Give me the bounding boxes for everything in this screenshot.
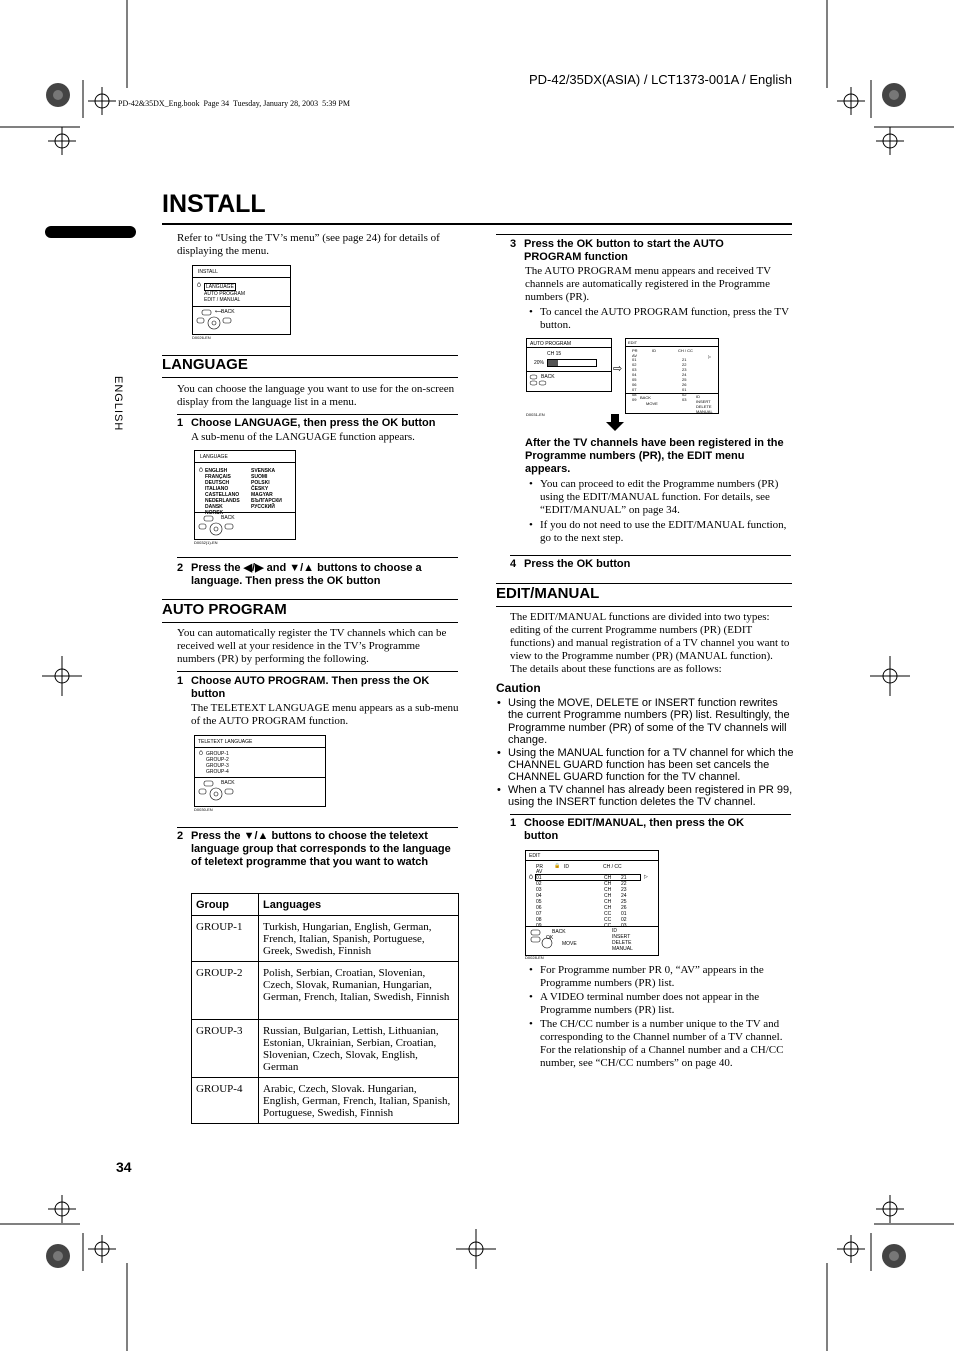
table-row	[192, 962, 459, 1020]
edit-pr-item: 05	[536, 899, 542, 905]
edit-small-av: AV	[632, 353, 638, 358]
install-item: EDIT / MANUAL	[204, 297, 241, 303]
edit-option: ID	[696, 394, 700, 399]
edit-screen-id: ID	[564, 864, 569, 870]
bullet-item: • The CH/CC number is a number unique to the TV and corresponding to the Channel number of a TV channel. For the relationship of a Channel number and a CH/CC number, see “CH/CC numbers” on page 40.	[526, 1018, 790, 1070]
edit-type-item: CC	[604, 923, 612, 929]
bullet-item: • A VIDEO terminal number does not appear in the Programme numbers (PR) list.	[526, 991, 790, 1017]
edit-pr-item: 01	[632, 357, 637, 362]
edit-ch-item: 21	[621, 875, 627, 881]
teletext-group-option: GROUP-2	[206, 757, 229, 763]
teletext-language-table	[191, 893, 459, 1124]
edit-ch-item: 25	[682, 377, 687, 382]
auto-program-heading: AUTO PROGRAM	[162, 601, 287, 618]
auto-program-step-2: 2 Press the ▼/▲ buttons to choose the teletext language group that corresponds to the language of teletext programme that you want to watch	[177, 830, 451, 868]
auto-program-step-4: 4 Press the OK button	[510, 558, 631, 570]
edit-ch-item: 26	[682, 382, 687, 387]
language-list-left	[205, 468, 240, 516]
edit-manual-bullets	[526, 964, 790, 1070]
language-option: SUOMI	[251, 474, 268, 480]
language-screen-caption: D0032(1)-EN	[194, 540, 218, 545]
edit-ch-item: 22	[682, 362, 687, 367]
edit-type-item: CC	[604, 911, 612, 917]
table-cell-group: GROUP-4	[192, 1078, 259, 1124]
edit-type-column	[604, 875, 611, 929]
auto-screen-percent: 20%	[534, 360, 545, 366]
edit-ch-item: 02	[682, 392, 687, 397]
teletext-screen-caption: D0030-EN	[194, 807, 213, 812]
language-menu-screen: LANGUAGE Ô ENGLISH FRANÇAIS DEUTSCH ITALIANO CASTELLANO NEDERLANDS DANSK NORSK SVENSKA SUOMI POLSKI ČESKY MAGYAR БЪЛГАРСКИ РУССКИЙ BACK	[194, 450, 296, 540]
arrow-right-icon: ⇨	[613, 363, 623, 375]
edit-ch-item: 21	[682, 357, 687, 362]
edit-options	[612, 928, 633, 952]
edit-type-item: CH	[604, 875, 612, 881]
edit-pr-item: 04	[632, 372, 637, 377]
teletext-group-option: GROUP-1	[206, 751, 229, 757]
back-label: BACK	[221, 780, 235, 786]
after-register-title: After the TV channels have been registered in the Programme numbers (PR), the EDIT menu appears.	[525, 437, 784, 475]
edit-pr-item: 08	[632, 392, 637, 397]
table-row	[192, 1020, 459, 1078]
edit-screen-pr: PR	[536, 864, 543, 870]
move-label: MOVE	[646, 401, 658, 406]
page-number: 34	[116, 1159, 132, 1175]
edit-option: MANUAL	[696, 409, 713, 414]
language-option: DEUTSCH	[205, 480, 230, 486]
back-label: BACK	[221, 309, 235, 315]
language-option: БЪЛГАРСКИ	[251, 498, 282, 504]
language-option: ENGLISH	[205, 468, 228, 474]
language-option: DANSK	[205, 504, 223, 510]
auto-program-step-3-bullets	[526, 306, 790, 332]
edit-ch-item: 24	[682, 372, 687, 377]
edit-ch-item: 23	[682, 367, 687, 372]
table-row	[192, 1078, 459, 1124]
edit-screen: EDIT PR 🔒 ID CH / CC AV Ô 01 02 03 04 05 06 07 08 09 CH CH CH CH CH CH CC CC CC 21 22 23 24 25 26 01 02 03 ▷ BACK OK MOVE ID INSERT DELETE MANUAL	[525, 850, 659, 956]
edit-type-item: CC	[604, 917, 612, 923]
edit-type-item: CH	[604, 887, 612, 893]
back-label: BACK	[541, 374, 555, 380]
table-cell-languages: Turkish, Hungarian, English, German, French, Italian, Spanish, Portuguese, Greek, Swedish, Finnish	[259, 916, 459, 962]
title-rule	[162, 223, 792, 225]
edit-small-options	[696, 394, 713, 414]
install-screen-title: INSTALL	[198, 269, 218, 275]
auto-screen-ch: CH 15	[547, 351, 562, 357]
edit-pr-item: 03	[632, 367, 637, 372]
edit-small-rows	[632, 357, 636, 402]
auto-program-screen	[526, 338, 612, 392]
lock-icon: 🔒	[554, 863, 561, 869]
edit-small-ch	[682, 357, 686, 402]
edit-ch-item: 25	[621, 899, 627, 905]
auto-screen-title: AUTO PROGRAM	[530, 341, 572, 347]
language-step-1-sub: A sub-menu of the LANGUAGE function appears.	[191, 431, 415, 443]
language-option: NORSK	[205, 510, 224, 516]
table-cell-languages: Russian, Bulgarian, Lettish, Lithuanian, Estonian, Ukrainian, Serbian, Croatian, Slovenian, Czech, Slovak, English, German	[259, 1020, 459, 1078]
language-screen-title: LANGUAGE	[200, 454, 228, 460]
language-option: FRANÇAIS	[205, 474, 231, 480]
language-list-right	[251, 468, 282, 510]
language-heading: LANGUAGE	[162, 356, 248, 373]
auto-program-step-3-sub: The AUTO PROGRAM menu appears and received TV channels are automatically registered in the Programme numbers (PR).	[525, 265, 771, 303]
move-label: MOVE	[562, 941, 577, 947]
caution-item: • When a TV channel has already been registered in PR 99, using the INSERT function deletes the TV channel.	[494, 784, 794, 809]
edit-pr-item: 05	[632, 377, 637, 382]
edit-ch-item: 02	[621, 917, 627, 923]
auto-program-desc: You can automatically register the TV channels which can be received well at your residence in the TV’s Programme numbers (PR) by performing the following.	[177, 627, 447, 665]
book-info: PD-42&35DX_Eng.book Page 34 Tuesday, January 28, 2003 5:39 PM	[118, 99, 350, 108]
caution-title: Caution	[496, 681, 541, 695]
edit-type-item: CH	[604, 905, 612, 911]
auto-program-step-3: 3 Press the OK button to start the AUTO PROGRAM function	[510, 238, 724, 263]
language-step-1: 1 Choose LANGUAGE, then press the OK button	[177, 417, 436, 429]
back-label: BACK	[640, 395, 651, 400]
edit-screen-chcc: CH / CC	[603, 864, 622, 870]
edit-type-item: CH	[604, 899, 612, 905]
edit-small-chcc: CH / CC	[678, 348, 693, 353]
teletext-group-option: GROUP-4	[206, 769, 229, 775]
auto-program-step-1: 1 Choose AUTO PROGRAM. Then press the OK button	[177, 675, 430, 700]
edit-ch-item: 03	[682, 397, 687, 402]
edit-screen-title: EDIT	[529, 853, 541, 859]
edit-screen-av: AV	[536, 869, 543, 875]
language-option: ČESKY	[251, 486, 269, 492]
intro-text: Refer to “Using the TV’s menu” (see page 24) for details of displaying the menu.	[177, 232, 440, 257]
edit-pr-item: 02	[536, 881, 542, 887]
edit-small-pr: PR	[632, 348, 638, 353]
bullet-item: • You can proceed to edit the Programme numbers (PR) using the EDIT/MANUAL function. For details, see “EDIT/MANUAL” on page 34.	[526, 478, 790, 517]
edit-pr-item: 07	[536, 911, 542, 917]
language-option: MAGYAR	[251, 492, 273, 498]
install-menu-screen: INSTALL Ô LANGUAGE AUTO PROGRAM EDIT / MANUAL ⟵ BACK	[192, 265, 291, 335]
teletext-group-list	[206, 751, 229, 775]
table-header-group: Group	[192, 894, 259, 916]
language-option: ITALIANO	[205, 486, 229, 492]
edit-option: ID	[612, 928, 617, 934]
teletext-group-option: GROUP-3	[206, 763, 229, 769]
arrow-right-icon: ▷	[644, 874, 648, 880]
edit-ch-item: 01	[621, 911, 627, 917]
header-model: PD-42/35DX(ASIA) / LCT1373-001A / English	[528, 72, 792, 87]
table-cell-group: GROUP-2	[192, 962, 259, 1020]
install-item: LANGUAGE	[206, 284, 234, 290]
edit-pr-item: 06	[632, 382, 637, 387]
ok-label: OK	[546, 935, 554, 941]
table-cell-group: GROUP-1	[192, 916, 259, 962]
language-option: POLSKI	[251, 480, 270, 486]
edit-ch-item: 23	[621, 887, 627, 893]
install-item: AUTO PROGRAM	[204, 291, 246, 297]
edit-small-title: EDIT	[628, 340, 638, 345]
edit-manual-step-1: 1 Choose EDIT/MANUAL, then press the OK button	[510, 817, 745, 842]
after-register-bullets	[526, 478, 790, 545]
bullet-item: • If you do not need to use the EDIT/MANUAL function, go to the next step.	[526, 519, 790, 545]
language-option: CASTELLANO	[205, 492, 240, 498]
edit-option: DELETE	[696, 404, 712, 409]
edit-pr-item: 04	[536, 893, 542, 899]
page-title: INSTALL	[162, 190, 266, 218]
edit-screen-caption: D0028-EN	[525, 955, 544, 960]
edit-option: MANUAL	[612, 946, 633, 952]
table-header-languages: Languages	[259, 894, 459, 916]
edit-small-id: ID	[652, 348, 656, 353]
edit-type-item: CH	[604, 881, 612, 887]
language-step-2: 2 Press the ◀/▶ and ▼/▲ buttons to choose a language. Then press the OK button	[177, 562, 422, 587]
side-tab	[45, 226, 136, 238]
back-label: BACK	[221, 515, 235, 521]
language-option: NEDERLANDS	[205, 498, 240, 504]
edit-pr-item: 01	[536, 875, 542, 881]
bullet-item: • For Programme number PR 0, “AV” appears in the Programme numbers (PR) list.	[526, 964, 790, 990]
edit-ch-item: 22	[621, 881, 627, 887]
teletext-language-screen: TELETEXT LANGUAGE Ô GROUP-1 GROUP-2 GROUP-3 GROUP-4 BACK	[194, 735, 326, 807]
bullet-item: • To cancel the AUTO PROGRAM function, press the TV button.	[526, 306, 790, 332]
language-option: SVENSKA	[251, 468, 276, 474]
edit-option: DELETE	[612, 940, 632, 946]
table-cell-languages: Arabic, Czech, Slovak. Hungarian, English, German, French, Italian, Spanish, Portuguese, Swedish, Finnish	[259, 1078, 459, 1124]
language-desc: You can choose the language you want to use for the on-screen display from the language list in a menu.	[177, 383, 455, 408]
edit-ch-item: 26	[621, 905, 627, 911]
edit-pr-item: 06	[536, 905, 542, 911]
auto-program-step-1-sub: The TELETEXT LANGUAGE menu appears as a sub-menu of the AUTO PROGRAM function.	[191, 702, 459, 727]
edit-pr-item: 07	[632, 387, 637, 392]
edit-ch-item: 01	[682, 387, 687, 392]
edit-ch-item: 03	[621, 923, 627, 929]
edit-type-item: CH	[604, 893, 612, 899]
table-cell-group: GROUP-3	[192, 1020, 259, 1078]
edit-manual-desc: The EDIT/MANUAL functions are divided into two types: editing of the current Programme numbers (PR) (EDIT functions) and manual registration of a TV channel you want to view to the Programme number (PR) (MANUAL function). The details about these functions are as follows:	[510, 611, 790, 675]
edit-screen-small: EDIT PR ID CH / CC AV 01 02 03 04 05 06 07 08 09 21 22 23 24 25 26 01 02 03 ▷ BACK MOVE ID INSERT DELETE MANUAL	[625, 338, 719, 414]
table-cell-languages: Polish, Serbian, Croatian, Slovenian, Czech, Slovak, Rumanian, Hungarian, German, French, Italian, Swedish, Finnish	[259, 962, 459, 1020]
edit-pr-item: 08	[536, 917, 542, 923]
edit-ch-item: 24	[621, 893, 627, 899]
side-label: ENGLISH	[112, 376, 124, 432]
install-screen-caption: D0026-EN	[192, 335, 211, 340]
remote-buttons-icon	[529, 929, 553, 953]
edit-ch-column	[621, 875, 627, 929]
table-row	[192, 916, 459, 962]
edit-manual-heading: EDIT/MANUAL	[496, 585, 600, 602]
edit-pr-item: 09	[632, 397, 637, 402]
auto-screen-caption: D0031-EN	[526, 412, 545, 417]
caution-item: • Using the MOVE, DELETE or INSERT function rewrites the current Programme numbers (PR) list. Resultingly, the Programme number (PR) of some of the TV channels will change.	[494, 697, 794, 747]
caution-item: • Using the MANUAL function for a TV channel for which the CHANNEL GUARD function has been set cancels the CHANNEL GUARD function for the TV channel.	[494, 747, 794, 784]
teletext-screen-title: TELETEXT LANGUAGE	[198, 739, 253, 745]
edit-pr-column	[536, 875, 542, 929]
language-option: РУССКИЙ	[251, 504, 275, 510]
edit-pr-item: 03	[536, 887, 542, 893]
edit-option: INSERT	[612, 934, 631, 940]
edit-option: INSERT	[696, 399, 711, 404]
edit-pr-item: 09	[536, 923, 542, 929]
auto-progress-bar	[547, 359, 597, 367]
back-label: BACK	[552, 929, 566, 935]
edit-pr-item: 02	[632, 362, 637, 367]
caution-list	[494, 697, 794, 809]
